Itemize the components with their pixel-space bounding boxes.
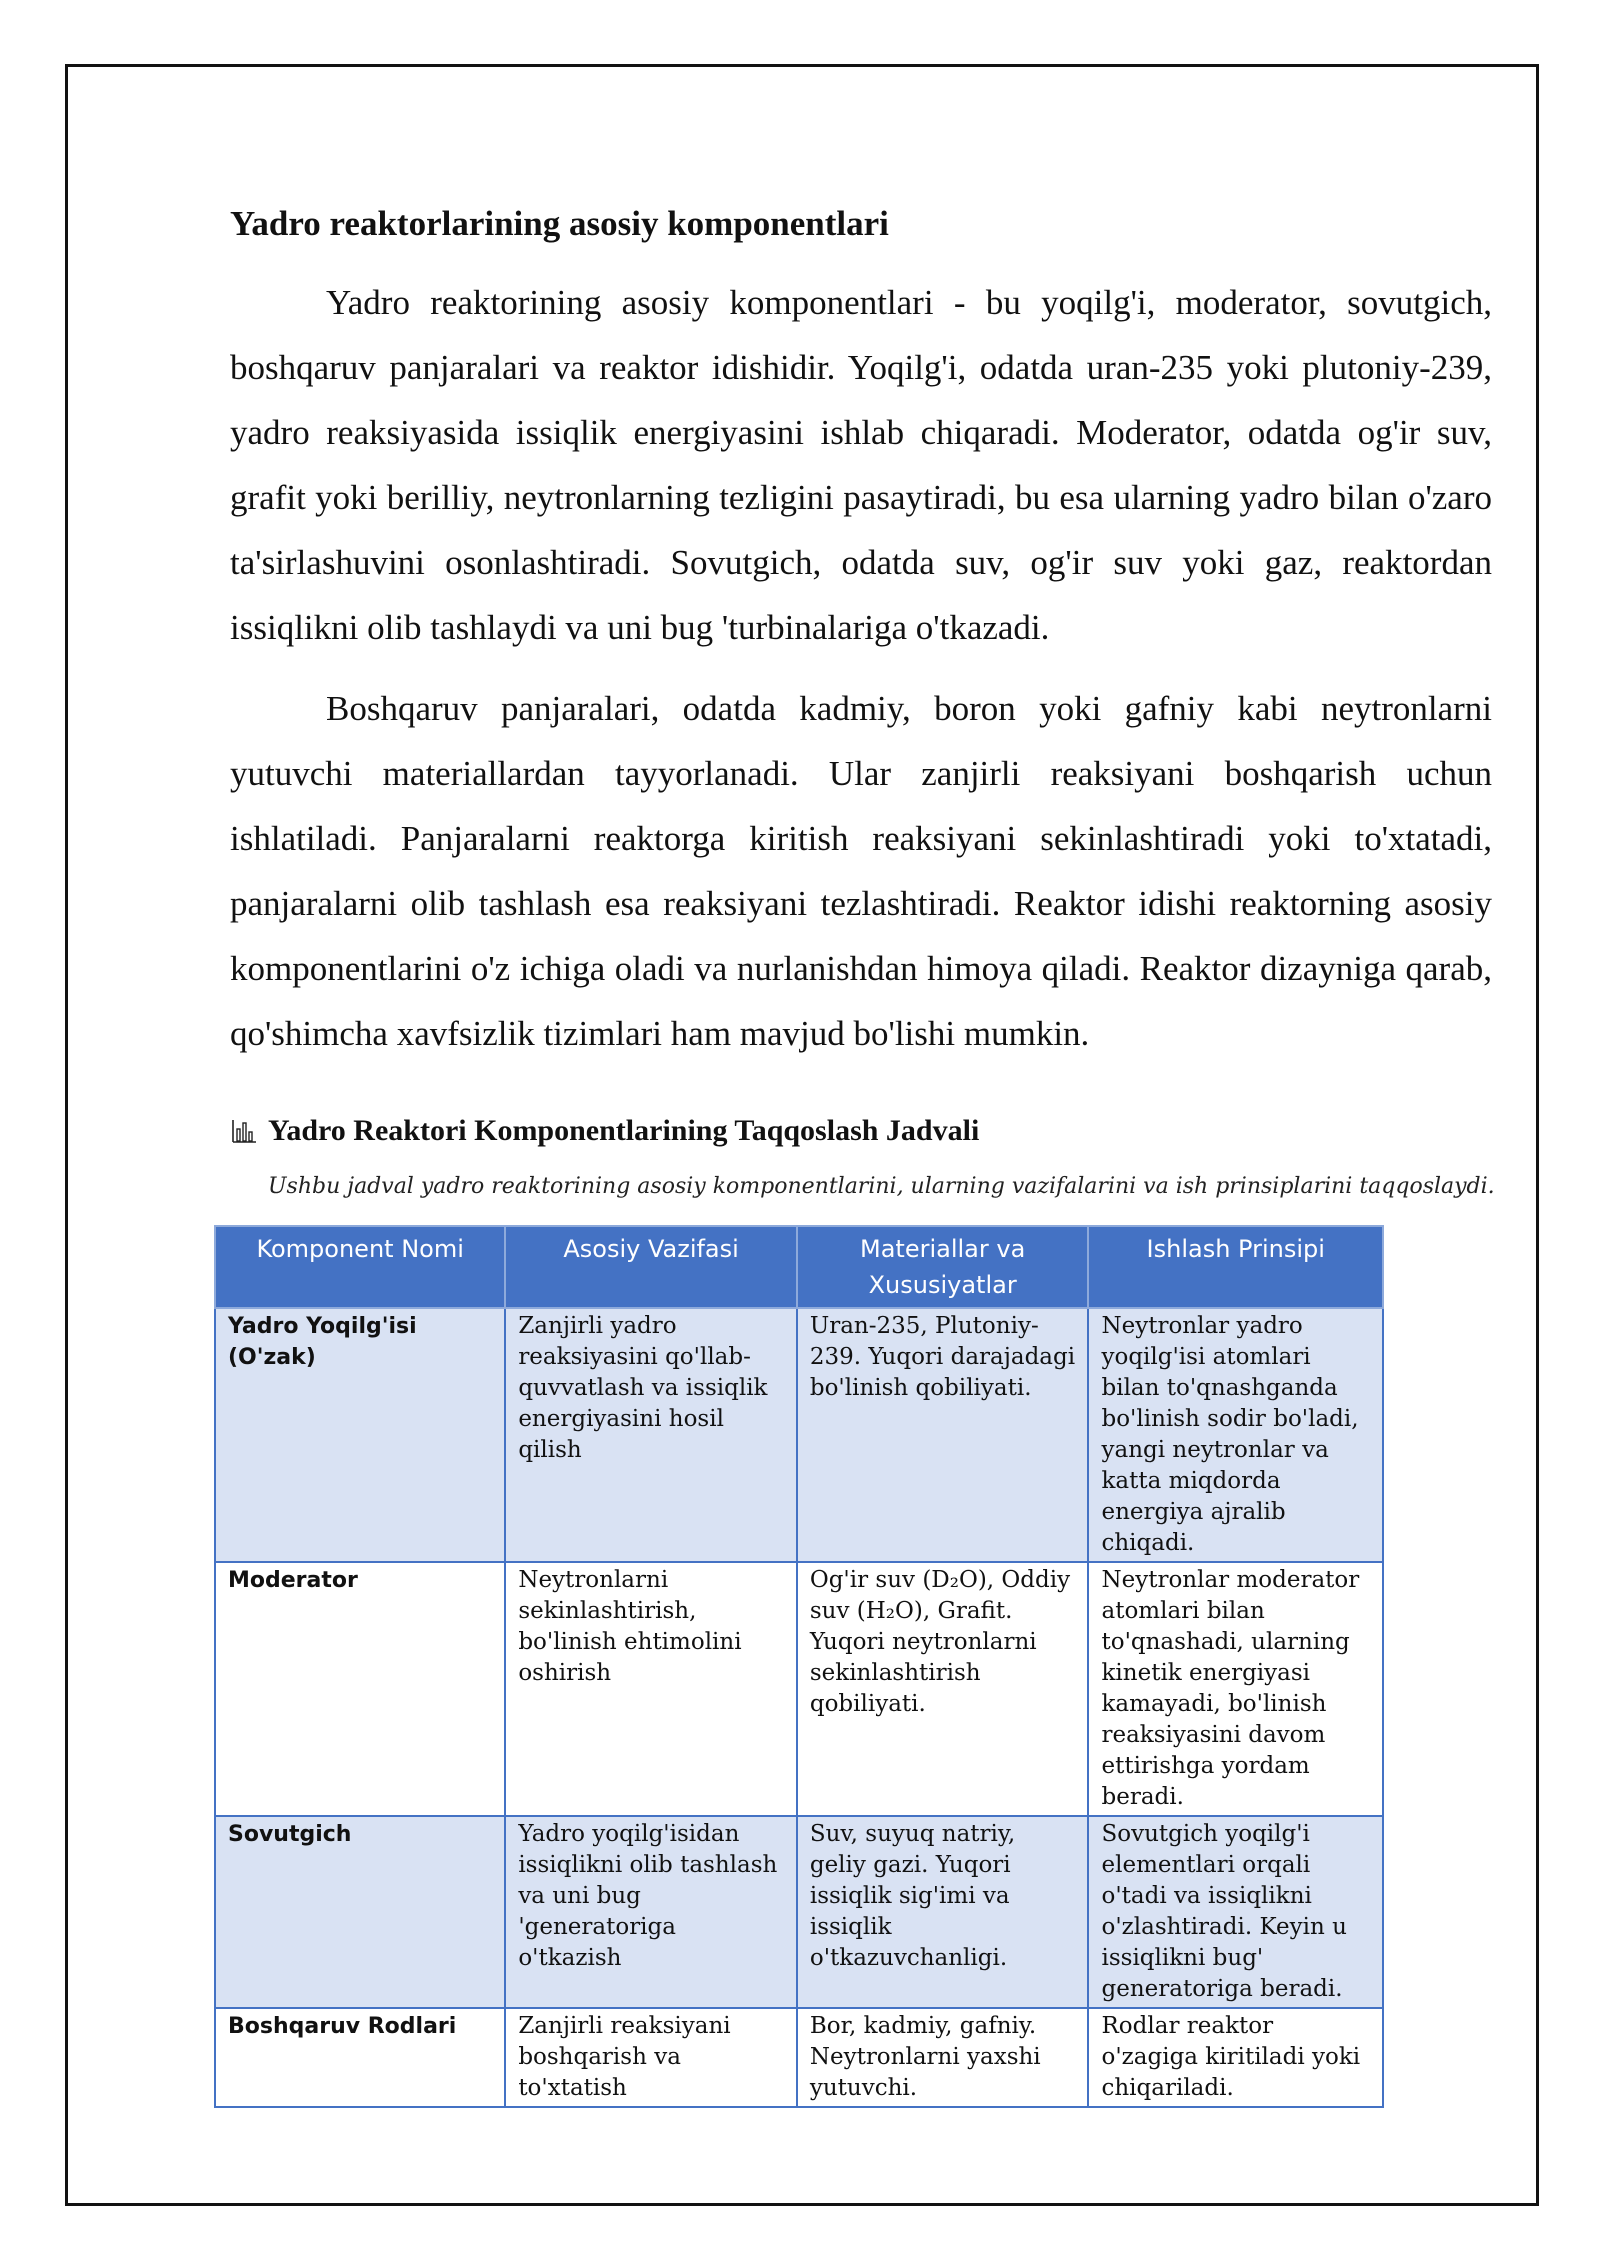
table-row — [215, 1308, 1383, 1562]
row-name-cell: Yadro Yoqilg'isi (O'zak) — [215, 1308, 505, 1562]
table-row — [215, 1816, 1383, 2008]
bar-chart-icon — [230, 1117, 258, 1145]
table-cell: Suv, suyuq natriy, geliy gazi. Yuqori issiqlik sig'imi va issiqlik o'tkazuvchanligi. — [797, 1816, 1089, 2008]
document-body — [230, 200, 1492, 1082]
table-cell: Neytronlarni sekinlashtirish, bo'linish ehtimolini oshirish — [505, 1562, 797, 1816]
section-title: Yadro reaktorlarining asosiy komponentlari — [230, 204, 889, 243]
table-row — [215, 2008, 1383, 2107]
header-cell: Materiallar va Xususiyatlar — [797, 1226, 1089, 1308]
header-cell: Ishlash Prinsipi — [1088, 1226, 1383, 1308]
header-cell: Komponent Nomi — [215, 1226, 505, 1308]
row-name-cell: Moderator — [215, 1562, 505, 1816]
row-name-cell: Sovutgich — [215, 1816, 505, 2008]
header-cell: Asosiy Vazifasi — [505, 1226, 797, 1308]
table-row — [215, 1562, 1383, 1816]
table-caption: Ushbu jadval yadro reaktorining asosiy komponentlarini, ularning vazifalarini va ish prinsiplarini taqqoslaydi. — [268, 1174, 1495, 1199]
table-header-row — [215, 1226, 1383, 1308]
comparison-table — [214, 1225, 1384, 2108]
table-cell: Uran-235, Plutoniy-239. Yuqori darajadagi bo'linish qobiliyati. — [797, 1308, 1089, 1562]
table-title-text: Yadro Reaktori Komponentlarining Taqqoslash Jadvali — [268, 1114, 980, 1147]
table-cell: Rodlar reaktor o'zagiga kiritiladi yoki chiqariladi. — [1088, 2008, 1383, 2107]
table-cell: Sovutgich yoqilg'i elementlari orqali o'tadi va issiqlikni o'zlashtiradi. Keyin u issiqlikni bug' generatoriga beradi. — [1088, 1816, 1383, 2008]
table-cell: Zanjirli yadro reaksiyasini qo'llab-quvvatlash va issiqlik energiyasini hosil qilish — [505, 1308, 797, 1562]
row-name-cell: Boshqaruv Rodlari — [215, 2008, 505, 2107]
table-cell: Og'ir suv (D₂O), Oddiy suv (H₂O), Grafit. Yuqori neytronlarni sekinlashtirish qobiliyati. — [797, 1562, 1089, 1816]
paragraph-1: Yadro reaktorining asosiy komponentlari - bu yoqilg'i, moderator, sovutgich, boshqaruv panjaralari va reaktor idishidir. Yoqilg'i, odatda uran-235 yoki plutoniy-239, yadro reaksiyasida issiqlik energiyasini ishlab chiqaradi. Moderator, odatda og'ir suv, grafit yoki berilliy, neytronlarning tezligini pasaytiradi, bu esa ularning yadro bilan o'zaro ta'sirlashuvini osonlashtiradi. Sovutgich, odatda suv, og'ir suv yoki gaz, reaktordan issiqlikni olib tashlaydi va uni bug 'turbinalariga o'tkazadi. — [230, 283, 1492, 647]
table-cell: Neytronlar moderator atomlari bilan to'qnashadi, ularning kinetik energiyasi kamayadi, bo'linish reaksiyasini davom ettirishga yordam beradi. — [1088, 1562, 1383, 1816]
paragraph-2: Boshqaruv panjaralari, odatda kadmiy, boron yoki gafniy kabi neytronlarni yutuvchi materiallardan tayyorlanadi. Ular zanjirli reaksiyani boshqarish uchun ishlatiladi. Panjaralarni reaktorga kiritish reaksiyani sekinlashtiradi yoki to'xtatadi, panjaralarni olib tashlash esa reaksiyani tezlashtiradi. Reaktor idishi reaktorning asosiy komponentlarini o'z ichiga oladi va nurlanishdan himoya qiladi. Reaktor dizayniga qarab, qo'shimcha xavfsizlik tizimlari ham mavjud bo'lishi mumkin. — [230, 689, 1492, 1053]
table-cell: Zanjirli reaksiyani boshqarish va to'xtatish — [505, 2008, 797, 2107]
table-cell: Bor, kadmiy, gafniy. Neytronlarni yaxshi yutuvchi. — [797, 2008, 1089, 2107]
table-cell: Yadro yoqilg'isidan issiqlikni olib tashlash va uni bug 'generatoriga o'tkazish — [505, 1816, 797, 2008]
table-cell: Neytronlar yadro yoqilg'isi atomlari bilan to'qnashganda bo'linish sodir bo'ladi, yangi neytronlar va katta miqdorda energiya ajralib chiqadi. — [1088, 1308, 1383, 1562]
table-title — [230, 1114, 979, 1148]
